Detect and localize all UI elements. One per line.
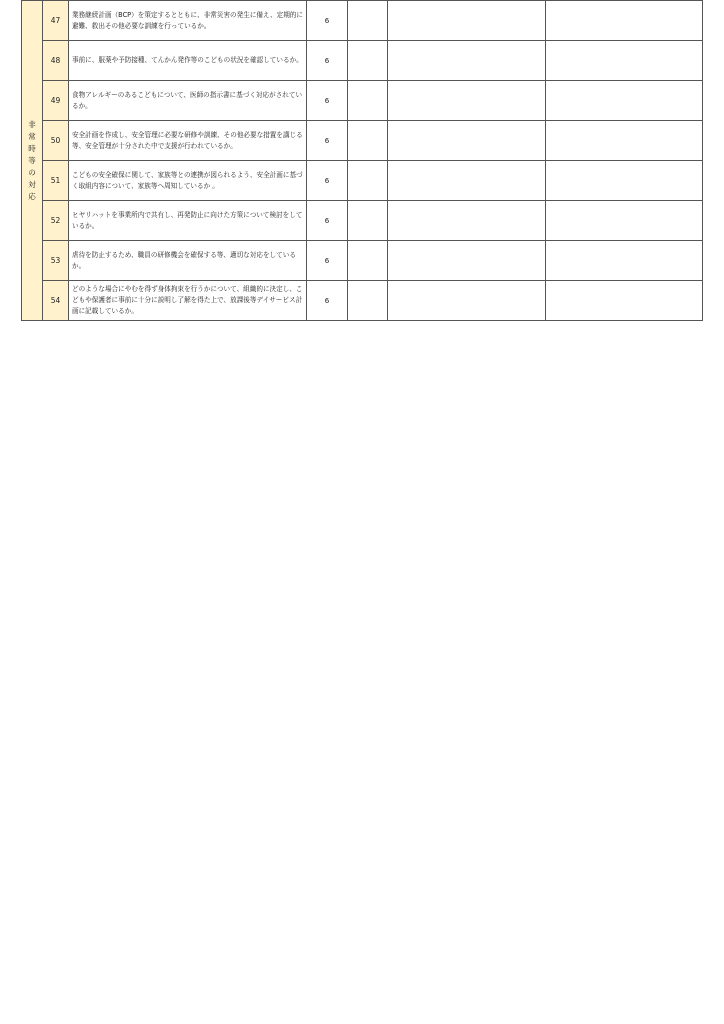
item-text: 業務継続計画（BCP）を策定するとともに、非常災害の発生に備え、定期的に避難、救出その他必要な訓練を行っているか。 (69, 1, 307, 41)
item-score: 6 (307, 1, 348, 41)
item-number: 54 (43, 281, 69, 321)
item-score: 6 (307, 241, 348, 281)
item-text: 虐待を防止するため、職員の研修機会を確保する等、適切な対応をしているか。 (69, 241, 307, 281)
table-row (22, 41, 703, 81)
blank-cell[interactable] (348, 201, 388, 241)
item-text: どのような場合にやむを得ず身体拘束を行うかについて、組織的に決定し、こどもや保護者に事前に十分に説明し了解を得た上で、放課後等デイサービス計画に記載しているか。 (69, 281, 307, 321)
item-score: 6 (307, 41, 348, 81)
item-score: 6 (307, 121, 348, 161)
blank-cell[interactable] (388, 241, 546, 281)
item-text: 安全計画を作成し、安全管理に必要な研修や訓練、その他必要な措置を講じる等、安全管理が十分された中で支援が行われているか。 (69, 121, 307, 161)
blank-cell[interactable] (388, 161, 546, 201)
item-number: 53 (43, 241, 69, 281)
blank-cell[interactable] (546, 241, 703, 281)
item-score: 6 (307, 201, 348, 241)
blank-cell[interactable] (546, 1, 703, 41)
blank-cell[interactable] (348, 281, 388, 321)
blank-cell[interactable] (388, 1, 546, 41)
blank-cell[interactable] (546, 281, 703, 321)
blank-cell[interactable] (348, 81, 388, 121)
evaluation-sheet (21, 0, 703, 321)
category-label: 非常時等の対応 (28, 119, 36, 201)
item-number: 50 (43, 121, 69, 161)
blank-cell[interactable] (546, 121, 703, 161)
table-row (22, 281, 703, 321)
item-number: 47 (43, 1, 69, 41)
table-row (22, 161, 703, 201)
blank-cell[interactable] (348, 121, 388, 161)
item-number: 49 (43, 81, 69, 121)
blank-cell[interactable] (348, 1, 388, 41)
blank-cell[interactable] (388, 281, 546, 321)
blank-cell[interactable] (348, 241, 388, 281)
blank-cell[interactable] (546, 41, 703, 81)
item-score: 6 (307, 281, 348, 321)
table-row (22, 241, 703, 281)
blank-cell[interactable] (348, 161, 388, 201)
item-text: 事前に、服薬や予防接種、てんかん発作等のこどもの状況を確認しているか。 (69, 41, 307, 81)
item-text: ヒヤリハットを事業所内で共有し、再発防止に向けた方策について検討をしているか。 (69, 201, 307, 241)
item-score: 6 (307, 81, 348, 121)
table-row (22, 121, 703, 161)
table-row (22, 201, 703, 241)
blank-cell[interactable] (546, 201, 703, 241)
blank-cell[interactable] (546, 81, 703, 121)
blank-cell[interactable] (388, 201, 546, 241)
table-row (22, 81, 703, 121)
blank-cell[interactable] (546, 161, 703, 201)
blank-cell[interactable] (388, 41, 546, 81)
item-number: 48 (43, 41, 69, 81)
blank-cell[interactable] (388, 81, 546, 121)
evaluation-table (21, 0, 703, 321)
blank-cell[interactable] (348, 41, 388, 81)
table-row (22, 1, 703, 41)
blank-cell[interactable] (388, 121, 546, 161)
item-text: 食物アレルギーのあるこどもについて、医師の指示書に基づく対応がされているか。 (69, 81, 307, 121)
item-number: 51 (43, 161, 69, 201)
category-cell (22, 1, 43, 321)
item-text: こどもの安全確保に関して、家族等との連携が図られるよう、安全計画に基づく取組内容について、家族等へ周知しているか 。 (69, 161, 307, 201)
item-score: 6 (307, 161, 348, 201)
item-number: 52 (43, 201, 69, 241)
